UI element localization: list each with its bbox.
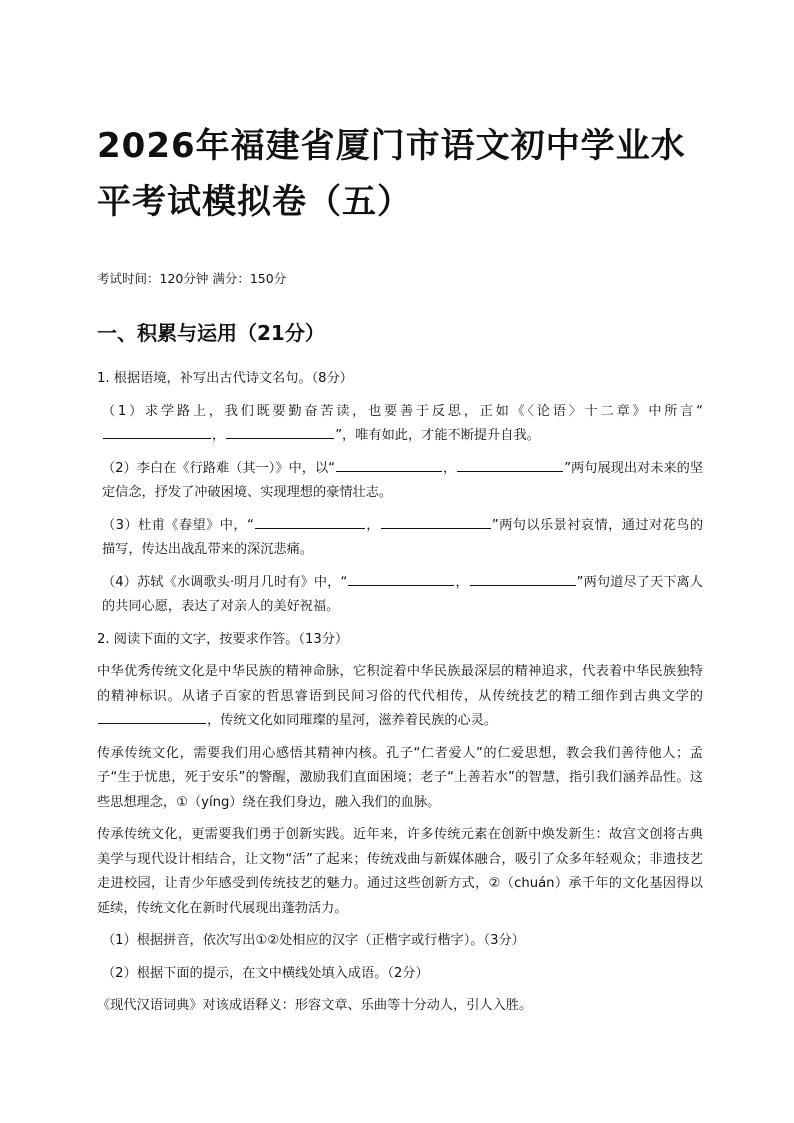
q1-item-3 [97, 514, 703, 563]
q1-item-4-text-b: ”两句道尽了天下离人的共同心愿，表达了对亲人的美好祝福。 [102, 574, 703, 614]
q2-paragraph-1 [97, 660, 703, 734]
q2-hint: 《现代汉语词典》对该成语释义：形容文章、乐曲等十分动人，引人入胜。 [97, 998, 533, 1013]
q1-item-3-text-b: ”两句以乐景衬哀情，通过对花鸟的描写，传达出战乱带来的深沉悲痛。 [102, 517, 704, 557]
q1-item-3-sep: ， [365, 517, 380, 533]
q1-item-1 [97, 400, 703, 449]
q1-item-1-text-a: （1）求学路上，我们既要勤奋苦读，也要善于反思，正如《〈论语〉十二章》中所言“ [102, 403, 703, 419]
q2-sub-question-2: （2）根据下面的提示，在文中横线处填入成语。（2分） [102, 965, 429, 981]
q1-item-1-text-b: ”，唯有如此，才能不断提升自我。 [335, 428, 540, 443]
answer-blank[interactable] [381, 515, 491, 529]
q2-paragraph-1-text-a: 中华优秀传统文化是中华民族的精神命脉，它积淀着中华民族最深层的精神追求，代表着中华民族独特的精神标识。从诸子百家的哲思睿语到民间习俗的代代相传，从传统技艺的精工细作到古典文学的 [97, 664, 703, 704]
q1-stem: 1. 根据语境，补写出古代诗文名句。（8分） [97, 371, 353, 386]
exam-info: 考试时间：120分钟 满分：150分 [97, 271, 287, 286]
answer-blank[interactable] [255, 515, 365, 529]
q1-item-3-text-a: （3）杜甫《春望》中，“ [102, 517, 254, 533]
q1-item-2 [97, 457, 703, 506]
answer-blank[interactable] [348, 572, 454, 586]
q1-item-1-sep: ， [212, 428, 226, 443]
q2-paragraph-3: 传承传统文化，更需要我们勇于创新实践。近年来，许多传统元素在创新中焕发新生：故宫文创将古典美学与现代设计相结合，让文物“活”了起来；传统戏曲与新媒体融合，吸引了众多年轻观众；非遗技艺走进校园，让青少年感受到传统技艺的魅力。通过这些创新方式，②（chuán）承千年的文化基因得以延续，传统文化在新时代展现出蓬勃活力。 [97, 827, 703, 916]
q1-item-4-sep: ， [455, 574, 469, 590]
answer-blank[interactable] [336, 458, 442, 472]
section-heading: 一、积累与运用（21分） [97, 321, 325, 345]
question-body [97, 367, 703, 1027]
answer-blank[interactable] [103, 425, 211, 439]
q2-paragraph-2: 传承传统文化，需要我们用心感悟其精神内核。孔子“仁者爱人”的仁爱思想，教会我们善待他人；孟子“生于忧患，死于安乐”的警醒，激励我们直面困境；老子“上善若水”的智慧，指引我们涵养品性。这些思想理念，①（yíng）绕在我们身边，融入我们的血脉。 [97, 745, 703, 810]
q2-stem: 2. 阅读下面的文字，按要求作答。（13分） [97, 631, 349, 647]
answer-blank[interactable] [470, 572, 576, 586]
answer-blank[interactable] [226, 425, 334, 439]
q1-item-4 [97, 571, 703, 620]
q2-paragraph-1-text-b: ，传统文化如同璀璨的星河，滋养着民族的心灵。 [207, 713, 498, 728]
q1-item-4-text-a: （4）苏轼《水调歌头·明月几时有》中，“ [102, 574, 348, 590]
q2-sub-question-1: （1）根据拼音，依次写出①②处相应的汉字（正楷字或行楷字）。（3分） [102, 933, 525, 948]
answer-blank[interactable] [98, 710, 206, 724]
q1-item-2-sep: ， [442, 460, 457, 476]
q1-item-2-text-a: （2）李白在《行路难（其一）》中，以“ [102, 460, 335, 476]
page-title: 2026年福建省厦门市语文初中学业水平考试模拟卷（五） [97, 126, 686, 222]
q1-item-2-text-b: ”两句展现出对未来的坚定信念，抒发了冲破困境、实现理想的豪情壮志。 [102, 460, 704, 500]
answer-blank[interactable] [457, 458, 563, 472]
